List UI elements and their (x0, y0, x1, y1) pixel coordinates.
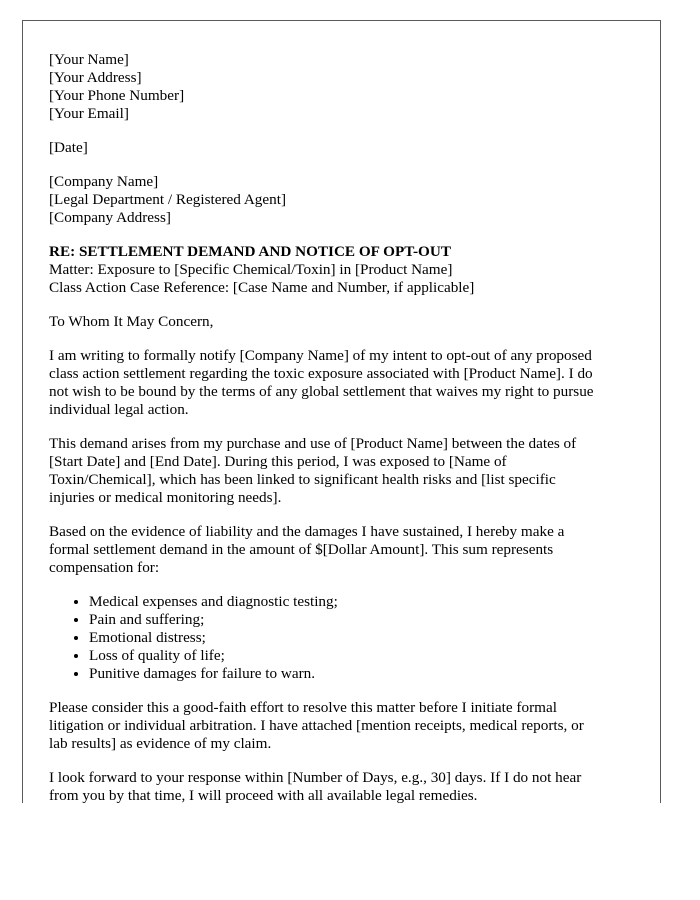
list-item: • Punitive damages for failure to warn. (89, 665, 639, 683)
list-item: • Loss of quality of life; (89, 647, 639, 665)
subject-case-reference: Class Action Case Reference: [Case Name and Number, if applicable] (49, 279, 475, 296)
paragraph-line: formal settlement demand in the amount of $[Dollar Amount]. This sum represents (49, 541, 554, 558)
paragraph-line: Please consider this a good-faith effort to resolve this matter before I initiate formal (49, 699, 557, 716)
letter-body (49, 51, 639, 803)
paragraph-line: litigation or individual arbitration. I have attached [mention receipts, medical reports, or (49, 717, 584, 734)
letter-page (22, 20, 661, 803)
paragraph-line: This demand arises from my purchase and use of [Product Name] between the dates of (49, 435, 577, 452)
salutation (49, 313, 639, 331)
compensation-list (49, 593, 639, 683)
list-item: • Emotional distress; (89, 629, 639, 647)
paragraph-line: Toxin/Chemical], which has been linked to significant health risks and [list specific (49, 471, 556, 488)
subject-heading: RE: SETTLEMENT DEMAND AND NOTICE OF OPT-OUT (49, 243, 451, 260)
list-item: • Pain and suffering; (89, 611, 639, 629)
sender-address: [Your Address] (49, 69, 142, 86)
date-block (49, 139, 639, 157)
paragraph-good-faith (49, 699, 639, 753)
paragraph-line: I am writing to formally notify [Company Name] of my intent to opt-out of any proposed (49, 347, 592, 364)
paragraph-line: individual legal action. (49, 401, 189, 418)
paragraph-line: compensation for: (49, 559, 160, 576)
sender-name: [Your Name] (49, 51, 129, 68)
paragraph-line: injuries or medical monitoring needs]. (49, 489, 282, 506)
recipient-department: [Legal Department / Registered Agent] (49, 191, 287, 208)
sender-block (49, 51, 639, 123)
letter-date: [Date] (49, 139, 88, 156)
recipient-address: [Company Address] (49, 209, 171, 226)
paragraph-line: lab results] as evidence of my claim. (49, 735, 272, 752)
paragraph-line: not wish to be bound by the terms of any global settlement that waives my right to pursue (49, 383, 594, 400)
paragraph-settlement-demand (49, 523, 639, 577)
recipient-block (49, 173, 639, 227)
paragraph-line: [Start Date] and [End Date]. During this period, I was exposed to [Name of (49, 453, 507, 470)
list-item: • Medical expenses and diagnostic testing; (89, 593, 639, 611)
subject-matter: Matter: Exposure to [Specific Chemical/Toxin] in [Product Name] (49, 261, 453, 278)
paragraph-exposure-details (49, 435, 639, 507)
paragraph-response-deadline (49, 769, 639, 803)
sender-phone: [Your Phone Number] (49, 87, 185, 104)
recipient-company: [Company Name] (49, 173, 159, 190)
sender-email: [Your Email] (49, 105, 129, 122)
salutation-text: To Whom It May Concern, (49, 313, 214, 330)
paragraph-line: from you by that time, I will proceed with all available legal remedies. (49, 787, 478, 803)
paragraph-opt-out-notice (49, 347, 639, 419)
subject-block (49, 243, 639, 297)
paragraph-line: I look forward to your response within [Number of Days, e.g., 30] days. If I do not hear (49, 769, 582, 786)
paragraph-line: Based on the evidence of liability and the damages I have sustained, I hereby make a (49, 523, 565, 540)
paragraph-line: class action settlement regarding the toxic exposure associated with [Product Name]. I do (49, 365, 593, 382)
